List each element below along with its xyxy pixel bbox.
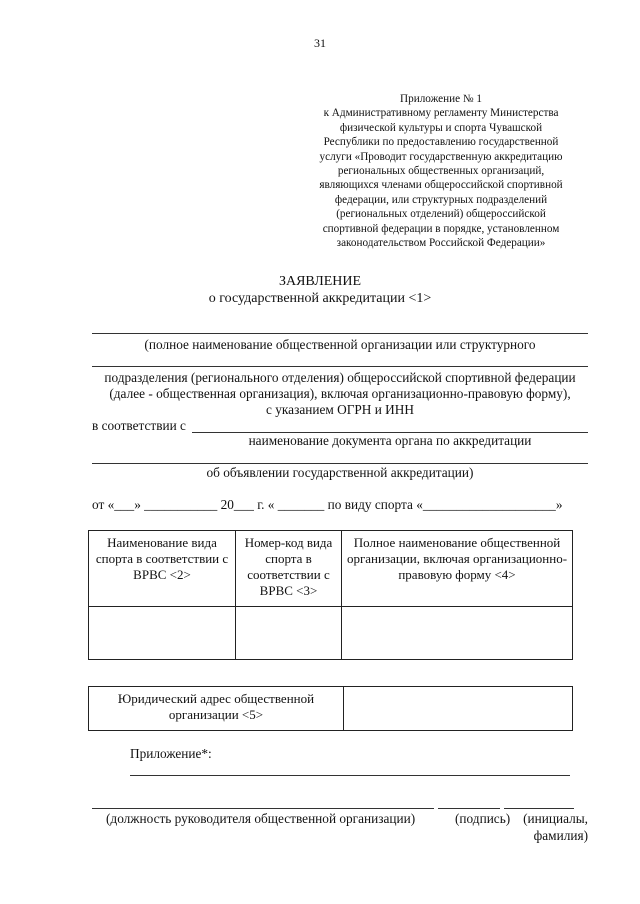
table-cell-org-name[interactable] [342, 607, 573, 660]
org-caption-line: (полное наименование общественной организации или структурного [144, 337, 536, 352]
signature-fill-line[interactable] [438, 808, 500, 809]
appendix-line: (региональных отделений) общероссийской [336, 208, 546, 221]
document-title [0, 273, 640, 307]
initials-caption: (инициалы, [523, 811, 588, 826]
appendix-line: Республики по предоставлению государственной [323, 136, 559, 149]
org-name-fill-line-2[interactable] [92, 366, 588, 367]
table-header-sport-name: Наименование вида спорта в соответствии с ВРВС <2> [89, 531, 236, 607]
title-subheading: о государственной аккредитации <1> [208, 291, 432, 306]
org-name-fill-line[interactable] [92, 333, 588, 334]
table-header-sport-code: Номер-код вида спорта в соответствии с ВРВС <3> [236, 531, 342, 607]
attachment-fill-line[interactable] [130, 775, 570, 776]
appendix-line: услуги «Проводит государственную аккредитацию [319, 150, 563, 163]
table-cell-sport-name[interactable] [89, 607, 236, 660]
appendix-line: законодательством Российской Федерации» [336, 237, 546, 250]
announcement-fill-line[interactable] [92, 463, 588, 464]
table-header-org-name: Полное наименование общественной организации, включая организационно-правовую форму <4> [342, 531, 573, 607]
appendix-block [300, 92, 582, 250]
address-table [88, 686, 573, 731]
org-caption-line: (далее - общественная организация), включая организационно-правовую форму), [109, 386, 571, 401]
appendix-line: спортивной федерации в порядке, установленном [322, 222, 560, 235]
appendix-line: физической культуры и спорта Чувашской [339, 121, 543, 134]
appendix-line: к Административному регламенту Министерства [323, 107, 559, 120]
org-caption-line: подразделения (регионального отделения) общероссийской спортивной федерации [104, 370, 576, 385]
appendix-line: региональных общественных организаций, [337, 165, 545, 178]
appendix-line: Приложение № 1 [400, 93, 482, 105]
signature-caption: (подпись) [455, 811, 511, 826]
accordance-prefix: в соответствии с [92, 418, 186, 433]
surname-caption: фамилия) [533, 828, 588, 843]
sport-table [88, 530, 573, 660]
appendix-line: являющихся членами общероссийской спортивной [319, 179, 563, 192]
address-value-cell[interactable] [344, 687, 573, 731]
appendix-line: федерации, или структурных подразделений [334, 193, 548, 206]
org-caption-line: с указанием ОГРН и ИНН [266, 402, 414, 417]
address-label: Юридический адрес общественной организации <5> [89, 687, 344, 731]
date-sport-line[interactable]: от «___» ___________ 20___ г. « _______ по виду спорта «____________________» [92, 497, 563, 512]
accordance-caption: наименование документа органа по аккредитации [248, 433, 532, 448]
title-heading: ЗАЯВЛЕНИЕ [278, 274, 362, 289]
position-caption: (должность руководителя общественной организации) [106, 811, 416, 826]
initials-fill-line[interactable] [504, 808, 574, 809]
table-cell-sport-code[interactable] [236, 607, 342, 660]
page-number: 31 [314, 36, 326, 50]
attachment-label: Приложение*: [130, 746, 212, 761]
position-fill-line[interactable] [92, 808, 434, 809]
accordance-caption-2: об объявлении государственной аккредитации) [206, 465, 474, 480]
